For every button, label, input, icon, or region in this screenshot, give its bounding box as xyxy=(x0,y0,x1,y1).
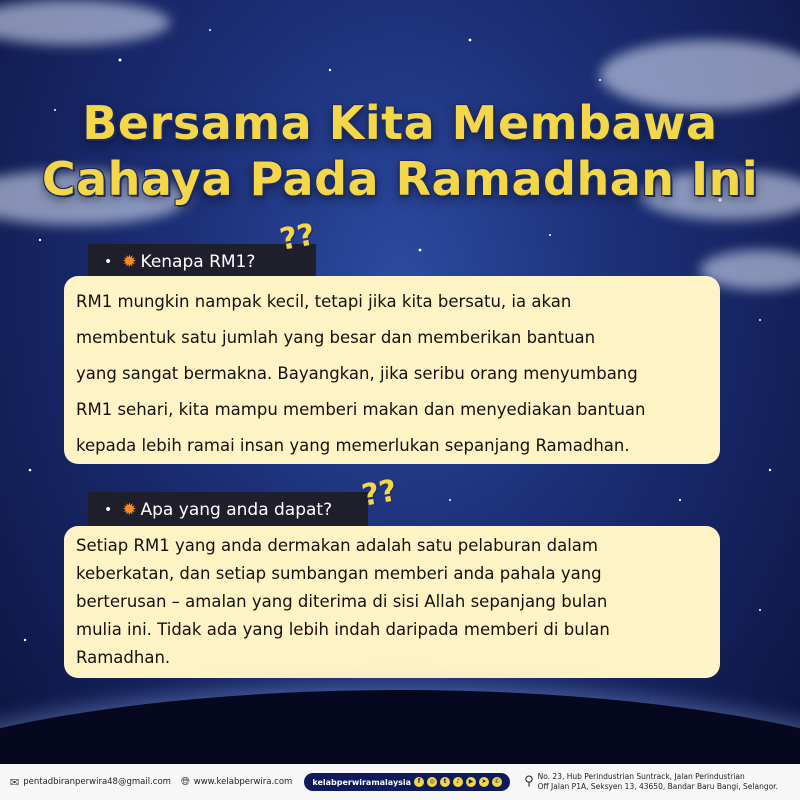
footer-address xyxy=(524,772,778,792)
section2-line: berterusan – amalan yang diterima di sisi Allah sepanjang bulan xyxy=(76,592,608,611)
social-handle: kelabperwiramalaysia xyxy=(312,777,412,787)
email-text: pentadbiranperwira48@gmail.com xyxy=(23,777,171,787)
sun-icon: ✹ xyxy=(122,252,137,272)
section1-line: RM1 mungkin nampak kecil, tetapi jika kita bersatu, ia akan xyxy=(76,292,572,311)
address-line-1: No. 23, Hub Perindustrian Suntrack, Jalan Perindustrian xyxy=(537,772,745,781)
footer-website[interactable] xyxy=(181,775,292,789)
title-line-2: Cahaya Pada Ramadhan Ini xyxy=(41,152,759,206)
poster-title xyxy=(0,95,800,207)
globe-icon: 🌐︎ xyxy=(180,775,190,788)
website-text: www.kelabperwira.com xyxy=(193,777,293,787)
mail-icon: ✉ xyxy=(10,775,20,789)
youtube-icon[interactable]: ▶ xyxy=(466,777,476,787)
title-line-1: Bersama Kita Membawa xyxy=(82,96,718,150)
question-marks-icon: ?? xyxy=(359,473,400,514)
section2-line: mulia ini. Tidak ada yang lebih indah daripada memberi di bulan xyxy=(76,620,610,639)
section1-line: membentuk satu jumlah yang besar dan memberikan bantuan xyxy=(76,328,596,347)
twitter-icon[interactable]: t xyxy=(440,777,450,787)
facebook-icon[interactable]: f xyxy=(414,777,424,787)
section2-line: Setiap RM1 yang anda dermakan adalah satu pelaburan dalam xyxy=(76,536,598,555)
location-pin-icon: ⚲ xyxy=(524,774,534,789)
instagram-icon[interactable]: ◎ xyxy=(427,777,437,787)
whatsapp-icon[interactable]: ✆ xyxy=(492,777,502,787)
section2-line: keberkatan, dan setiap sumbangan memberi anda pahala yang xyxy=(76,564,602,583)
section1-line: yang sangat bermakna. Bayangkan, jika seribu orang menyumbang xyxy=(76,364,638,383)
question-marks-icon: ?? xyxy=(277,217,318,258)
sun-icon: ✹ xyxy=(122,500,137,520)
section1-line: RM1 sehari, kita mampu memberi makan dan menyediakan bantuan xyxy=(76,400,646,419)
section2-text-box xyxy=(64,526,720,678)
tiktok-icon[interactable]: ♪ xyxy=(453,777,463,787)
section1-line: kepada lebih ramai insan yang memerlukan sepanjang Ramadhan. xyxy=(76,436,630,455)
address-line-2: Off Jalan P1A, Seksyen 13, 43650, Bandar Baru Bangi, Selangor. xyxy=(537,782,778,791)
section1-text-box xyxy=(64,276,720,464)
bullet: • xyxy=(104,254,113,270)
telegram-icon[interactable]: ➤ xyxy=(479,777,489,787)
bullet: • xyxy=(104,502,113,518)
footer-bar xyxy=(0,764,800,800)
social-bar[interactable] xyxy=(304,773,510,791)
section2-heading-pill xyxy=(88,492,368,528)
section2-heading: Apa yang anda dapat? xyxy=(140,500,333,520)
footer-email[interactable] xyxy=(10,776,171,789)
section1-heading: Kenapa RM1? xyxy=(140,252,256,272)
section2-line: Ramadhan. xyxy=(76,648,171,667)
